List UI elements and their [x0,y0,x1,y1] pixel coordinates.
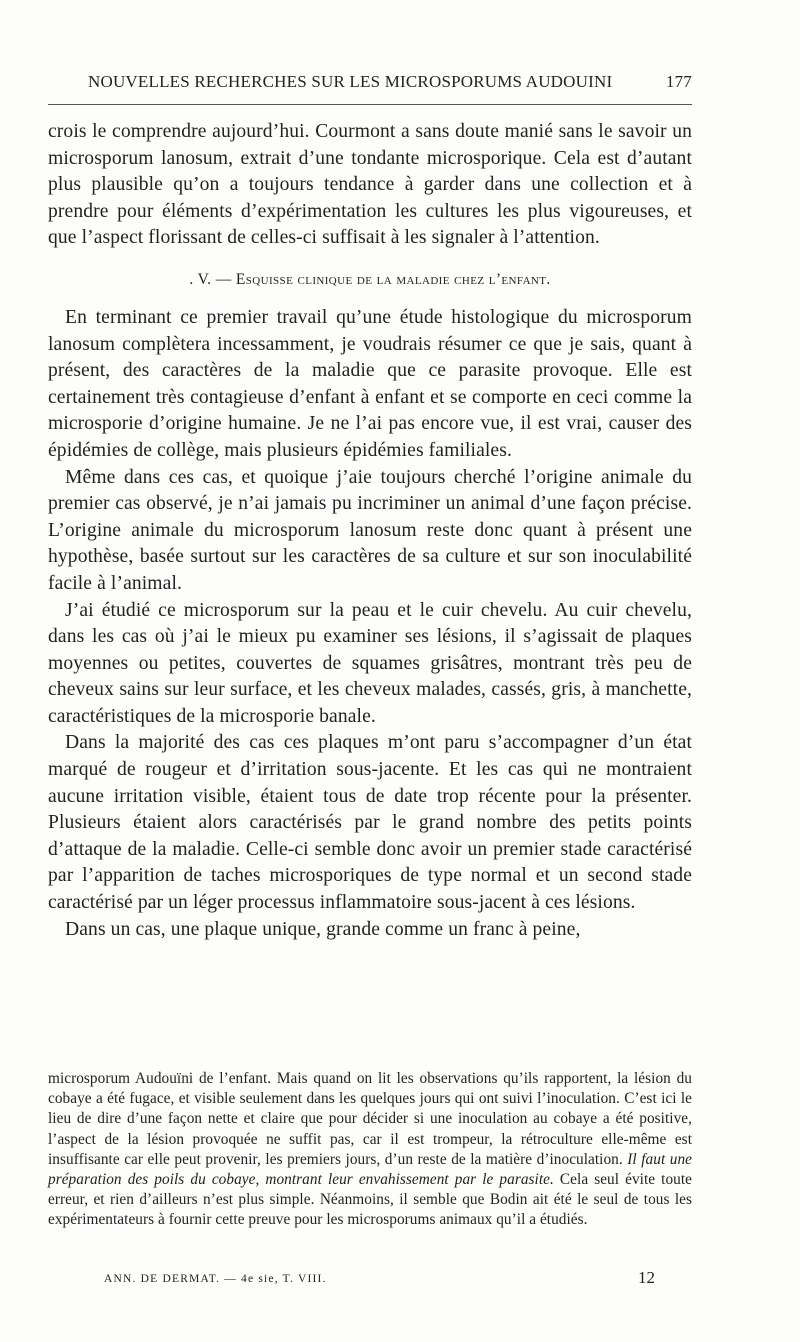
paragraph: En terminant ce premier travail qu’une étude histologique du microsporum lanosum complètera incessamment, je voudrais résumer ce que je sais, quant à présent, des caractères de la maladie que ce parasite provoque. Elle est certainement très contagieuse d’enfant à enfant et se comporte en ceci comme la microsporie d’origine humaine. Je ne l’ai pas encore vue, il est vrai, causer des épidémies de collège, mais plusieurs épidémies familiales. [48,306,692,461]
footnote-text-a: microsporum Audouïni de l’enfant. Mais quand on lit les observations qu’ils rapportent, la lésion du cobaye a été fugace, et visible seulement dans les quelques jours qui ont suivi l’inoculation. C’est ici le lieu de dire d’une façon nette et claire que pour décider si une inoculation au cobaye a été positive, l’aspect de la lésion provoquée ne suffit pas, car il est trompeur, la rétroculture elle-même est insuffisante car elle peut provenir, les premiers jours, d’un reste de la matière d’inoculation. [48,1070,692,1168]
paragraph: J’ai étudié ce microsporum sur la peau et le cuir chevelu. Au cuir chevelu, dans les cas où j’ai le mieux pu examiner ses lésions, il s’agissait de plaques moyennes ou petites, couvertes de squames grisâtres, montrant très peu de cheveux sains sur leur surface, et les cheveux malades, cassés, gris, à manchette, caractéristiques de la microsporie banale. [48,599,692,727]
footnote-text [48,1069,692,1231]
running-title: NOUVELLES RECHERCHES SUR LES MICROSPORUMS AUDOUINI [88,72,613,91]
paragraph: Même dans ces cas, et quoique j’aie toujours cherché l’origine animale du premier cas observé, je n’ai jamais pu incriminer un animal d’une façon précise. L’origine animale du microsporum lanosum reste donc quant à présent une hypothèse, basée surtout sur les caractères de sa culture et sur son inoculabilité facile à l’animal. [48,466,692,594]
signature-mark: ANN. DE DERMAT. — 4e sie, T. VIII. [104,1273,327,1285]
footnote-italic: Il faut une préparation des poils du cobaye, montrant leur envahissement par le parasite. [48,1150,693,1189]
paragraph-continued: crois le comprendre aujourd’hui. Courmont a sans doute manié sans le savoir un microsporum lanosum, extrait d’une tondante microsporique. Cela est d’autant plus plausible qu’on a toujours tendance à garder dans une collection et à prendre pour éléments d’expérimentation les cultures les plus vigoureuses, et que l’aspect florissant de celles-ci suffisait à les signaler à l’attention. [48,121,692,249]
page-footer [48,1268,692,1292]
paragraph: Dans la majorité des cas ces plaques m’ont paru s’accompagner d’un état marqué de rougeur et d’irritation sous-jacente. Et les cas qui ne montraient aucune irritation visible, étaient tous de date trop récente pour la présenter. Plusieurs étaient alors caractérisés par le grand nombre des petits points d’attaque de la maladie. Celle-ci semble donc avoir un premier stade caractérisé par l’apparition de taches microsporiques de type normal et un second stade caractérisé par un léger processus inflammatoire sous-jacent à ces lésions. [48,732,692,914]
page-number: 177 [665,72,692,91]
main-text [48,119,692,943]
header-rule [48,104,692,105]
running-header [48,72,692,94]
footnote [48,1069,692,1231]
paragraph: Dans un cas, une plaque unique, grande comme un franc à peine, [65,918,581,940]
section-heading: . V. — Esquisse clinique de la maladie chez l’enfant. [189,270,551,288]
sheet-number: 12 [638,1268,655,1287]
footnote-text-b: Cela seul évite toute erreur, et rien d’ailleurs n’est plus simple. Néanmoins, il semble que Bodin ait été le seul de tous les expérimentateurs à fournir cette preuve pour les microsporums animaux qu’il a étudiés. [48,1171,692,1229]
